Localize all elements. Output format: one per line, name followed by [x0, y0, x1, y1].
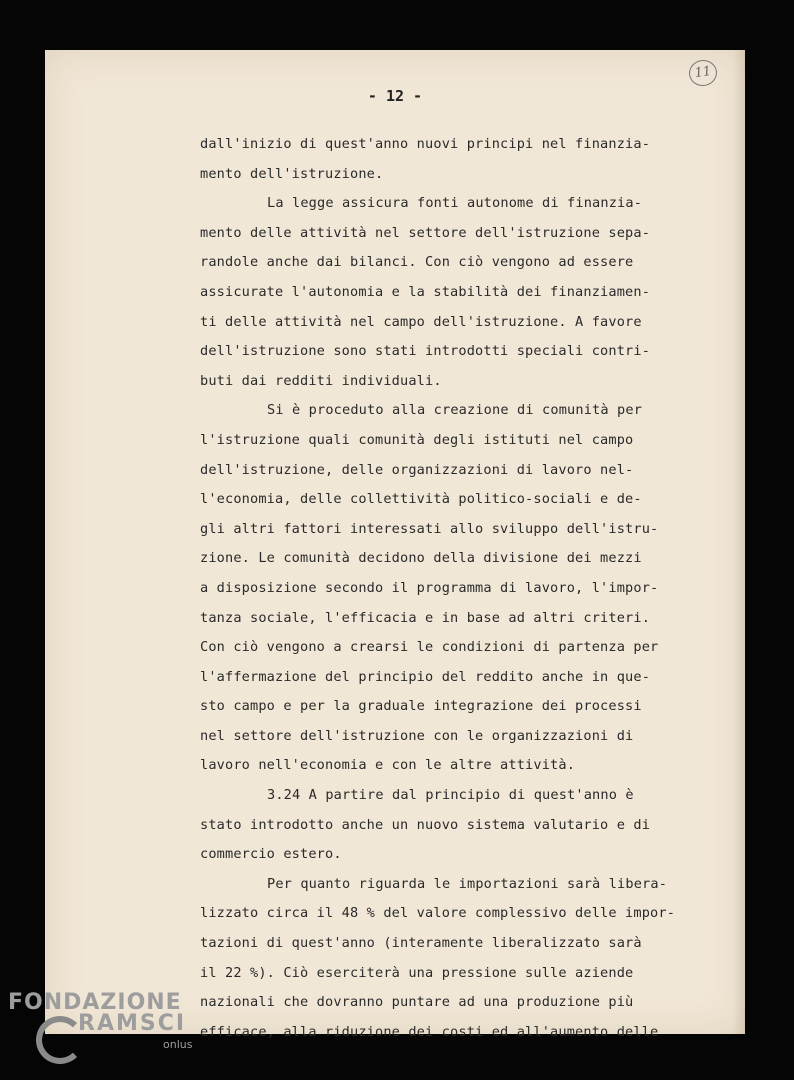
- text-line: l'istruzione quali comunità degli istituti nel campo: [200, 431, 634, 448]
- text-line: buti dai redditi individuali.: [200, 372, 442, 389]
- text-line: dell'istruzione, delle organizzazioni di lavoro nel-: [200, 461, 634, 478]
- text-line: efficace, alla riduzione dei costi ed all'aumento delle: [200, 1023, 659, 1040]
- document-page: [45, 50, 745, 1040]
- text-line: a disposizione secondo il programma di lavoro, l'impor-: [200, 579, 659, 596]
- text-line: nel settore dell'istruzione con le organizzazioni di: [200, 727, 634, 744]
- text-line: gli altri fattori interessati allo sviluppo dell'istru-: [200, 520, 659, 537]
- text-line: commercio estero.: [200, 846, 342, 863]
- watermark-line-1: FONDAZIONE: [8, 990, 182, 1015]
- text-line: assicurate l'autonomia e la stabilità dei finanziamen-: [200, 283, 651, 300]
- text-line: Con ciò vengono a crearsi le condizioni di partenza per: [200, 639, 659, 656]
- text-line: l'economia, delle collettività politico-sociali e de-: [200, 491, 642, 508]
- text-line: 3.24 A partire dal principio di quest'anno è: [267, 787, 634, 804]
- text-line: l'affermazione del principio del reddito anche in que-: [200, 668, 651, 685]
- text-line: Si è proceduto alla creazione di comunità per: [267, 402, 643, 419]
- text-line: nazionali che dovranno puntare ad una produzione più: [200, 994, 634, 1011]
- text-line: randole anche dai bilanci. Con ciò vengono ad essere: [200, 254, 634, 271]
- watermark-line-3: onlus: [163, 1038, 193, 1051]
- archive-stamp-number: 11: [687, 58, 718, 88]
- watermark-line-2: RAMSCI: [78, 1011, 187, 1036]
- gramsci-g-logo-icon: [36, 1016, 84, 1064]
- text-line: il 22 %). Ciò eserciterà una pressione sulle aziende: [200, 964, 634, 981]
- text-line: mento delle attività nel settore dell'istruzione sepa-: [200, 224, 651, 241]
- text-line: sto campo e per la graduale integrazione dei processi: [200, 698, 642, 715]
- fondazione-gramsci-watermark: [8, 990, 192, 1051]
- text-line: tanza sociale, l'efficacia e in base ad altri criteri.: [200, 609, 651, 626]
- text-line: lavoro nell'economia e con le altre attività.: [200, 757, 576, 774]
- text-line: La legge assicura fonti autonome di finanzia-: [267, 195, 643, 212]
- typed-text-body: [200, 130, 720, 1047]
- text-line: dall'inizio di quest'anno nuovi principi nel finanzia-: [200, 136, 651, 152]
- page-number: - 12 -: [367, 87, 423, 105]
- text-line: zione. Le comunità decidono della divisione dei mezzi: [200, 550, 642, 567]
- text-line: Per quanto riguarda le importazioni sarà libera-: [267, 875, 668, 892]
- text-line: tazioni di quest'anno (interamente liberalizzato sarà: [200, 935, 642, 952]
- text-line: ti delle attività nel campo dell'istruzione. A favore: [200, 313, 642, 330]
- text-line: stato introdotto anche un nuovo sistema valutario e di: [200, 816, 651, 833]
- text-line: dell'istruzione sono stati introdotti speciali contri-: [200, 343, 651, 360]
- text-line: lizzato circa il 48 % del valore complessivo delle impor-: [200, 905, 676, 922]
- text-line: mento dell'istruzione.: [200, 165, 384, 182]
